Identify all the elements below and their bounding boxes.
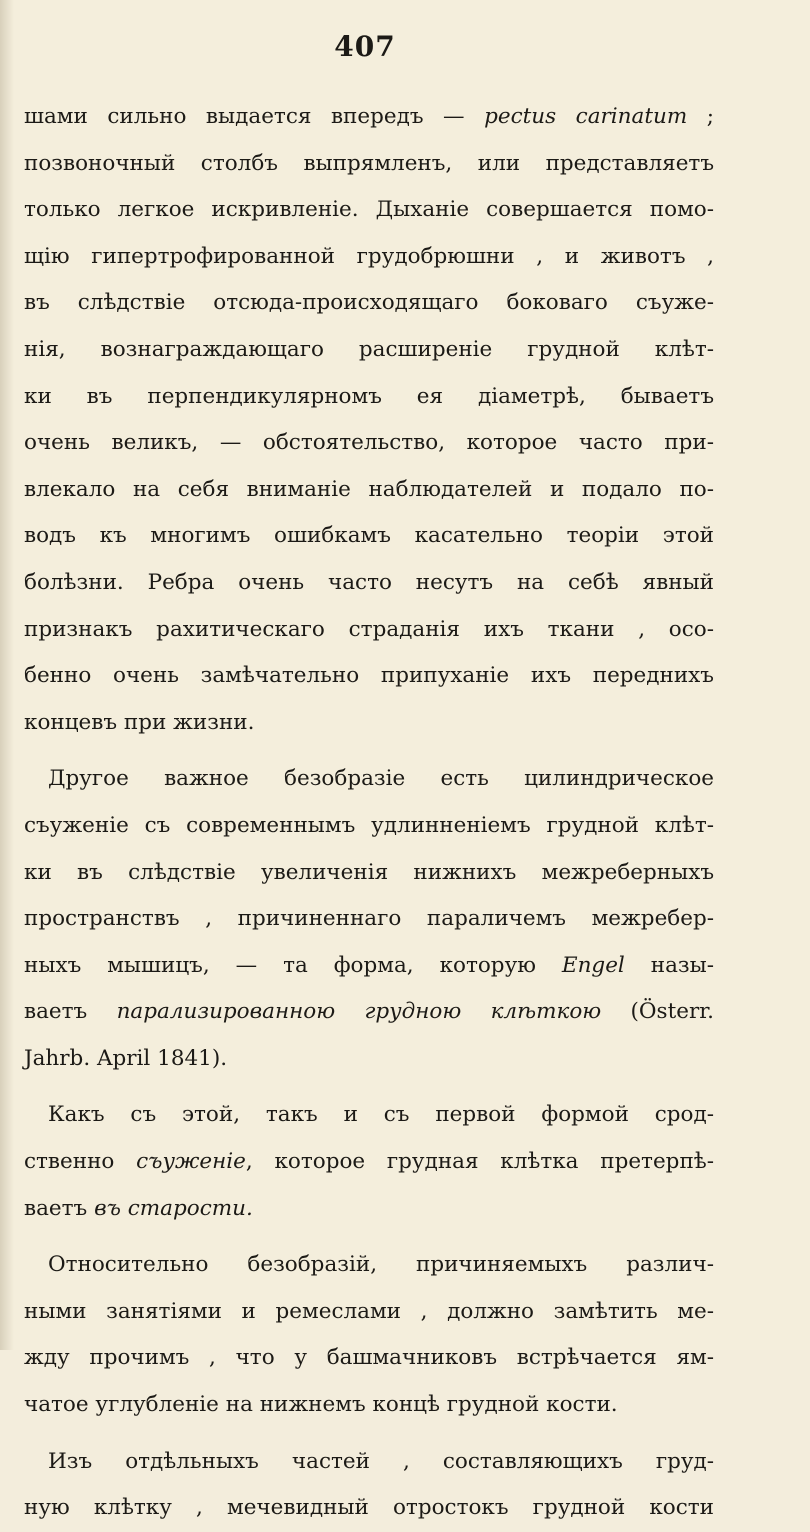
text-line [24,467,714,514]
text-span: только легкое искривленіе. Дыханіе совершается помо- [24,197,714,223]
italic-span: съуженіе [136,1149,246,1175]
text-span: ки въ слѣдствіе увеличенія нижнихъ межреберныхъ [24,859,714,885]
text-line [24,420,714,467]
text-span: ную клѣтку , мечевидный отростокъ грудной кости [24,1495,714,1521]
text-span: очень великъ, — обстоятельство, которое часто при- [24,430,714,456]
italic-span: парализированною грудною клѣткою [116,999,602,1025]
italic-span: въ старости. [94,1195,253,1221]
text-line [24,607,714,654]
text-span: водъ къ многимъ ошибкамъ касательно теоріи этой [24,523,714,549]
text-span: щію гипертрофированной грудобрюшни , и животъ , [24,243,714,269]
text-span: болѣзни. Ребра очень часто несутъ на себѣ явный [24,569,714,595]
text-line [24,1092,714,1139]
text-line [24,513,714,560]
italic-span: Engel [561,952,625,978]
text-span: ваетъ [24,1195,95,1221]
text-line [24,700,714,747]
text-span: Изъ отдѣльныхъ частей , составляющихъ груд- [48,1448,714,1474]
text-span: пространствъ , причиненнаго параличемъ межребер- [24,906,714,932]
text-line [24,560,714,607]
text-span: ; [687,104,714,129]
text-line [24,187,714,234]
text-span: съуженіе съ современнымъ удлинненіемъ грудной клѣт- [24,812,714,838]
text-line [24,850,714,897]
text-line [24,756,714,803]
text-line [24,94,714,141]
text-span: назы- [624,952,714,978]
text-line [24,653,714,700]
text-span: въ слѣдствіе отсюда-происходящаго боковаго съуже- [24,290,714,316]
text-span: Какъ съ этой, такъ и съ первой формой срод- [48,1102,714,1128]
page-gutter-shadow [0,0,14,1350]
text-span: позвоночный столбъ выпрямленъ, или представляетъ [24,150,714,176]
text-line [24,234,714,281]
text-line [24,1335,714,1382]
text-line [24,1186,714,1233]
text-span: ными занятіями и ремеслами , должно замѣтить ме- [24,1298,714,1324]
text-span: жду прочимъ , что у башмачниковъ встрѣчается ям- [24,1345,714,1371]
text-span: ственно [24,1149,137,1175]
text-span: признакъ рахитическаго страданія ихъ ткани , осо- [24,616,714,642]
text-line [24,280,714,327]
page-number: 407 [334,30,396,63]
text-span: чатое углубленіе на нижнемъ концѣ грудной кости. [24,1392,618,1418]
text-span: ваетъ [24,999,117,1025]
text-line [24,803,714,850]
italic-span: pectus carinatum [484,104,688,129]
text-line [24,943,714,990]
text-span: ныхъ мышицъ, — та форма, которую [24,952,562,978]
text-line [24,1382,714,1429]
text-span: Относительно безобразій, причиняемыхъ различ- [48,1252,714,1278]
text-line [24,1036,714,1083]
text-line [24,141,714,188]
text-line [24,1289,714,1336]
text-line [24,1439,714,1486]
text-span: бенно очень замѣчательно припуханіе ихъ переднихъ [24,663,714,689]
text-span: (Österr. [601,999,714,1025]
text-line [24,896,714,943]
text-line [24,1485,714,1532]
text-line [24,989,714,1036]
body-text [24,94,714,1532]
text-line [24,374,714,421]
text-span: шами сильно выдается впередъ — [24,104,485,129]
text-line [24,1139,714,1186]
text-span: , которое грудная клѣтка претерпѣ- [245,1149,714,1175]
text-line [24,327,714,374]
text-span: влекало на себя вниманіе наблюдателей и подало по- [24,476,714,502]
text-span: Jahrb. April 1841). [24,1045,228,1071]
text-span: Другое важное безобразіе есть цилиндрическое [48,766,714,792]
text-span: нія, вознаграждающаго расширеніе грудной клѣт- [24,336,714,362]
text-span: концевъ при жизни. [24,709,255,735]
text-line [24,1242,714,1289]
text-span: ки въ перпендикулярномъ ея діаметрѣ, бываетъ [24,383,714,409]
